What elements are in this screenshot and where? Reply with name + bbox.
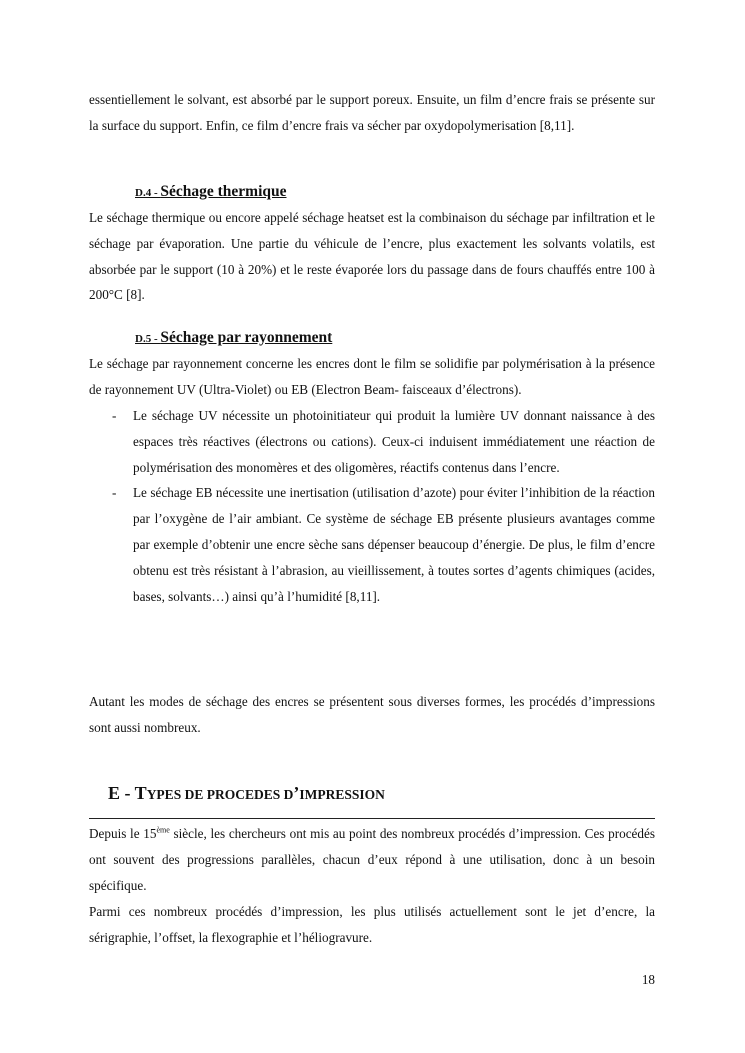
d5-paragraph: Le séchage par rayonnement concerne les encres dont le film se solidifie par polymérisation à la présence de rayonnement UV (Ultra-Violet) ou EB (Electron Beam- faisceaux d’électrons). [89,356,655,397]
subsection-code: D.4 - [135,187,161,199]
subsection-title: Séchage thermique [160,183,287,200]
list-item-text: Le séchage EB nécessite une inertisation (utilisation d’azote) pour éviter l’inhibition de la réaction par l’oxygène de l’air ambiant. Ce système de séchage EB présente plusieurs avantages comme par exemple d’obtenir une encre sèche sans dépenser beaucoup d’énergie. De plus, le film d’encre obtenu est très résistant à l’abrasion, au vieillissement, à toutes sortes d’agents chimiques (acides, bases, solvants…) ainsi qu’à l’humidité [8,11]. [133,485,655,604]
bullet-dash: - [112,485,117,501]
paragraph-text: siècle, les chercheurs ont mis au point des nombreux procédés d’impression. Ces procédés ont souvent des progressions parallèles, chacun d’eux répond à une utilisation, donc à un besoin spécifique. [89,826,655,893]
subsection-heading-d5 [135,326,332,348]
list-item [89,480,655,609]
list-item [89,403,655,480]
section-heading-smallcaps: IMPRESSION [299,787,385,802]
subsection-code: D.5 - [135,333,161,345]
subsection-heading-d4 [135,180,287,202]
intro-paragraph: essentiellement le solvant, est absorbé par le support poreux. Ensuite, un film d’encre frais se présente sur la surface du support. Enfin, ce film d’encre frais va sécher par oxydopolymerisation [8,11]. [89,92,655,133]
bullet-list [89,403,655,609]
section-heading-smallcaps: YPES DE PROCEDES D [146,787,294,802]
section-heading-apostrophe: ’ [293,783,300,803]
section-e-paragraph [89,821,655,898]
paragraph-text: Depuis le 15 [89,826,157,841]
section-heading-e [108,783,385,804]
section-e-paragraph-2: Parmi ces nombreux procédés d’impression, les plus utilisés actuellement sont le jet d’encre, la sérigraphie, l’offset, la flexographie et l’héliogravure. [89,904,655,945]
superscript: ème [156,825,170,835]
conclusion-paragraph: Autant les modes de séchage des encres se présentent sous diverses formes, les procédés d’impressions sont aussi nombreux. [89,694,655,735]
bullet-dash: - [112,408,117,423]
section-divider [89,818,655,819]
page-number: 18 [641,972,655,987]
section-heading-prefix: E - T [108,783,147,803]
d4-paragraph: Le séchage thermique ou encore appelé séchage heatset est la combinaison du séchage par infiltration et le séchage par évaporation. Une partie du véhicule de l’encre, plus exactement les solvants volatils, est absorbée par le support (10 à 20%) et le reste évaporée lors du passage dans de fours chauffés entre 100 à 200°C [8]. [89,210,655,303]
list-item-text: Le séchage UV nécessite un photoinitiateur qui produit la lumière UV donnant naissance à des espaces très réactives (électrons ou cations). Ceux-ci induisent immédiatement une réaction de polymérisation des monomères et des oligomères, réactifs contenus dans l’encre. [133,408,655,475]
subsection-title: Séchage par rayonnement [160,329,333,346]
